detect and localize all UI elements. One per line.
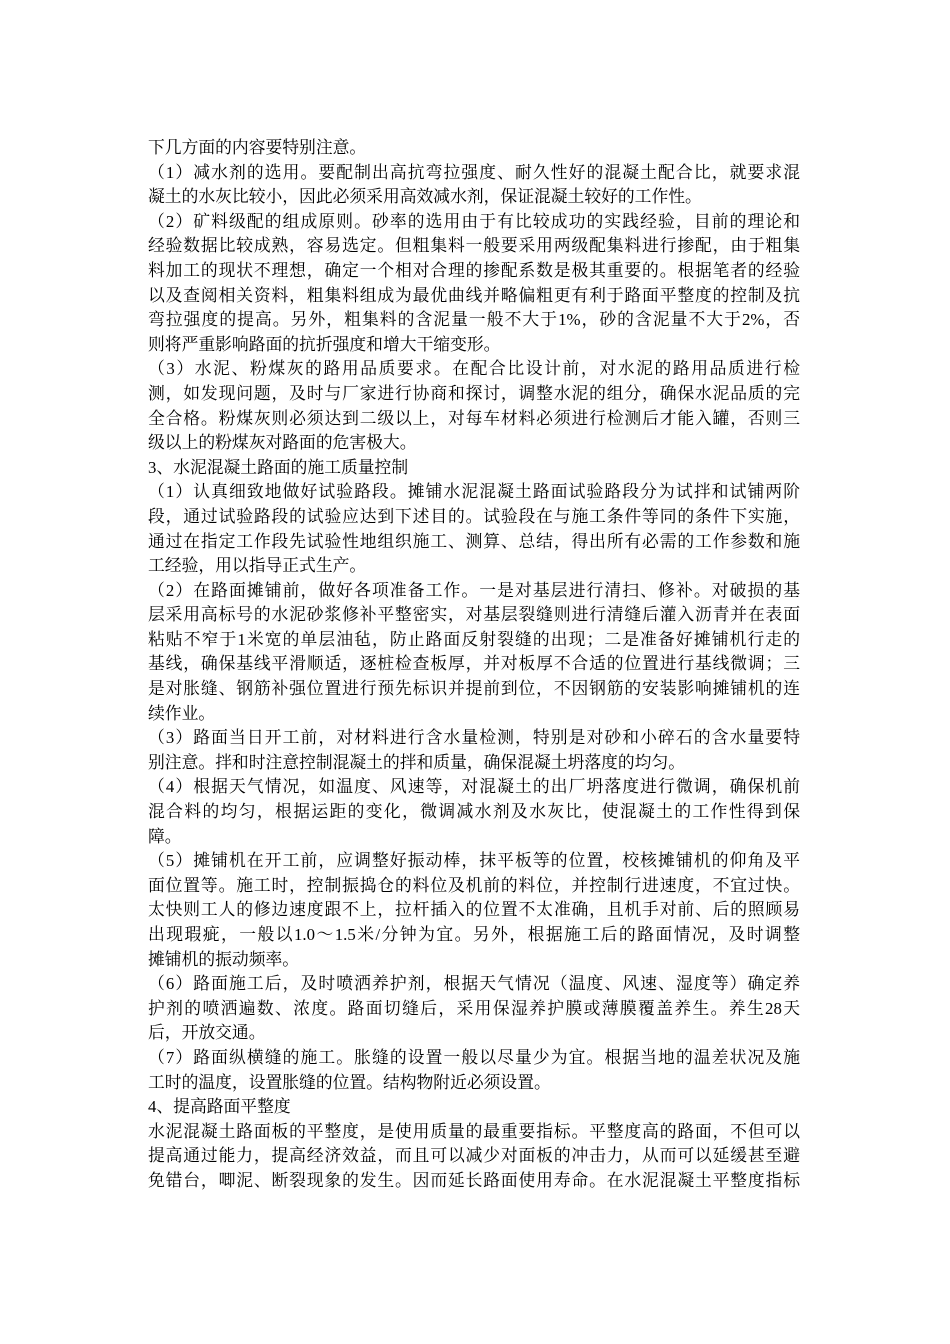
text-line: （4）根据天气情况，如温度、风速等，对混凝土的出厂坍落度进行微调，确保机前 [148,777,800,797]
text-line: 太快则工人的修边速度跟不上，拉杆插入的位置不太准确，且机手对前、后的照顾易 [148,900,800,920]
text-line: （2）在路面摊铺前，做好各项准备工作。一是对基层进行清扫、修补。对破损的基 [148,580,800,600]
paragraph [148,161,800,210]
text-line: 工经验，用以指导正式生产。 [148,556,367,576]
text-line: 级以上的粉煤灰对路面的危害极大。 [148,433,417,453]
text-line: 料加工的现状不理想，确定一个相对合理的掺配系数是极其重要的。根据笔者的经验 [148,260,800,280]
paragraph [148,972,800,1046]
text-line: 全合格。粉煤灰则必须达到二级以上，对每车材料必须进行检测后才能入罐，否则三 [148,408,800,428]
paragraph [148,1120,800,1194]
text-line: 提高通过能力，提高经济效益，而且可以减少对面板的冲击力，从而可以延缓甚至避 [148,1146,800,1166]
text-line: （1）认真细致地做好试验路段。摊铺水泥混凝土路面试验路段分为试拌和试铺两阶 [148,482,800,502]
paragraph [148,480,800,578]
text-line: 4、提高路面平整度 [148,1097,291,1117]
text-line: 混合料的均匀，根据运距的变化，微调减水剂及水灰比，使混凝土的工作性得到保 [148,802,800,822]
text-line: 段，通过试验路段的试验应达到下述目的。试验段在与施工条件等同的条件下实施， [148,506,800,526]
text-line: 3、水泥混凝土路面的施工质量控制 [148,457,409,477]
text-line: 后，开放交通。 [148,1023,266,1043]
text-line: 摊铺机的振动频率。 [148,949,300,969]
paragraph [148,1046,800,1095]
text-line: 弯拉强度的提高。另外，粗集料的含泥量一般不大于1%，砂的含泥量不大于2%，否 [148,310,800,330]
text-line: （2）矿料级配的组成原则。砂率的选用由于有比较成功的实践经验，目前的理论和 [148,211,800,231]
section-heading [148,1095,800,1120]
text-line: 层采用高标号的水泥砂浆修补平整密实，对基层裂缝则进行清缝后灌入沥青并在表面 [148,605,800,625]
document-page [148,136,800,1194]
paragraph [148,726,800,775]
paragraph [148,357,800,455]
text-line: 凝土的水灰比较小，因此必须采用高效减水剂，保证混凝土较好的工作性。 [148,187,702,207]
text-line: 免错台，唧泥、断裂现象的发生。因而延长路面使用寿命。在水泥混凝土平整度指标 [148,1170,800,1190]
text-line: 通过在指定工作段先试验性地组织施工、测算、总结，得出所有必需的工作参数和施 [148,531,800,551]
text-line: （7）路面纵横缝的施工。胀缝的设置一般以尽量少为宜。根据当地的温差状况及施 [148,1047,800,1067]
text-line: 基线，确保基线平滑顺适，逐桩检查板厚，并对板厚不合适的位置进行基线微调；三 [148,654,800,674]
text-line: （6）路面施工后，及时喷洒养护剂，根据天气情况（温度、风速、湿度等）确定养 [148,974,800,994]
text-line: 以及查阅相关资料，粗集料组成为最优曲线并略偏粗更有利于路面平整度的控制及抗 [148,285,800,305]
text-line: 则将严重影响路面的抗折强度和增大干缩变形。 [148,334,501,354]
text-line: 工时的温度，设置胀缝的位置。结构物附近必须设置。 [148,1072,551,1092]
text-line: （5）摊铺机在开工前，应调整好振动棒，抹平板等的位置，校核摊铺机的仰角及平 [148,851,800,871]
text-line: 下几方面的内容要特别注意。 [148,138,367,157]
section-heading [148,456,800,481]
text-line: 粘贴不窄于1米宽的单层油毡，防止路面反射裂缝的出现；二是准备好摊铺机行走的 [148,629,800,649]
text-line: 水泥混凝土路面板的平整度，是使用质量的最重要指标。平整度高的路面，不但可以 [148,1121,800,1141]
text-line: 经验数据比较成熟，容易选定。但粗集料一般要采用两级配集料进行掺配，由于粗集 [148,236,800,256]
text-line: 面位置等。施工时，控制振捣仓的料位及机前的料位，并控制行进速度，不宜过快。 [148,875,800,895]
paragraph [148,210,800,358]
paragraph [148,579,800,727]
text-line: （3）路面当日开工前，对材料进行含水量检测，特别是对砂和小碎石的含水量要特 [148,728,800,748]
text-line: （3）水泥、粉煤灰的路用品质要求。在配合比设计前，对水泥的路用品质进行检 [148,359,800,379]
text-line: 测，如发现问题，及时与厂家进行协商和探讨，调整水泥的组分，确保水泥品质的完 [148,383,800,403]
text-line: （1）减水剂的选用。要配制出高抗弯拉强度、耐久性好的混凝土配合比，就要求混 [148,162,800,182]
text-line: 出现瑕疵，一般以1.0～1.5米/分钟为宜。另外，根据施工后的路面情况，及时调整 [148,925,800,944]
paragraph [148,775,800,849]
text-line: 续作业。 [148,703,216,723]
paragraph [148,136,800,161]
text-line: 是对胀缝、钢筋补强位置进行预先标识并提前到位，不因钢筋的安装影响摊铺机的连 [148,679,800,699]
text-line: 障。 [148,826,182,846]
text-line: 护剂的喷洒遍数、浓度。路面切缝后，采用保湿养护膜或薄膜覆盖养生。养生28天 [148,998,800,1018]
text-line: 别注意。拌和时注意控制混凝土的拌和质量，确保混凝土坍落度的均匀。 [148,752,686,772]
paragraph [148,849,800,972]
